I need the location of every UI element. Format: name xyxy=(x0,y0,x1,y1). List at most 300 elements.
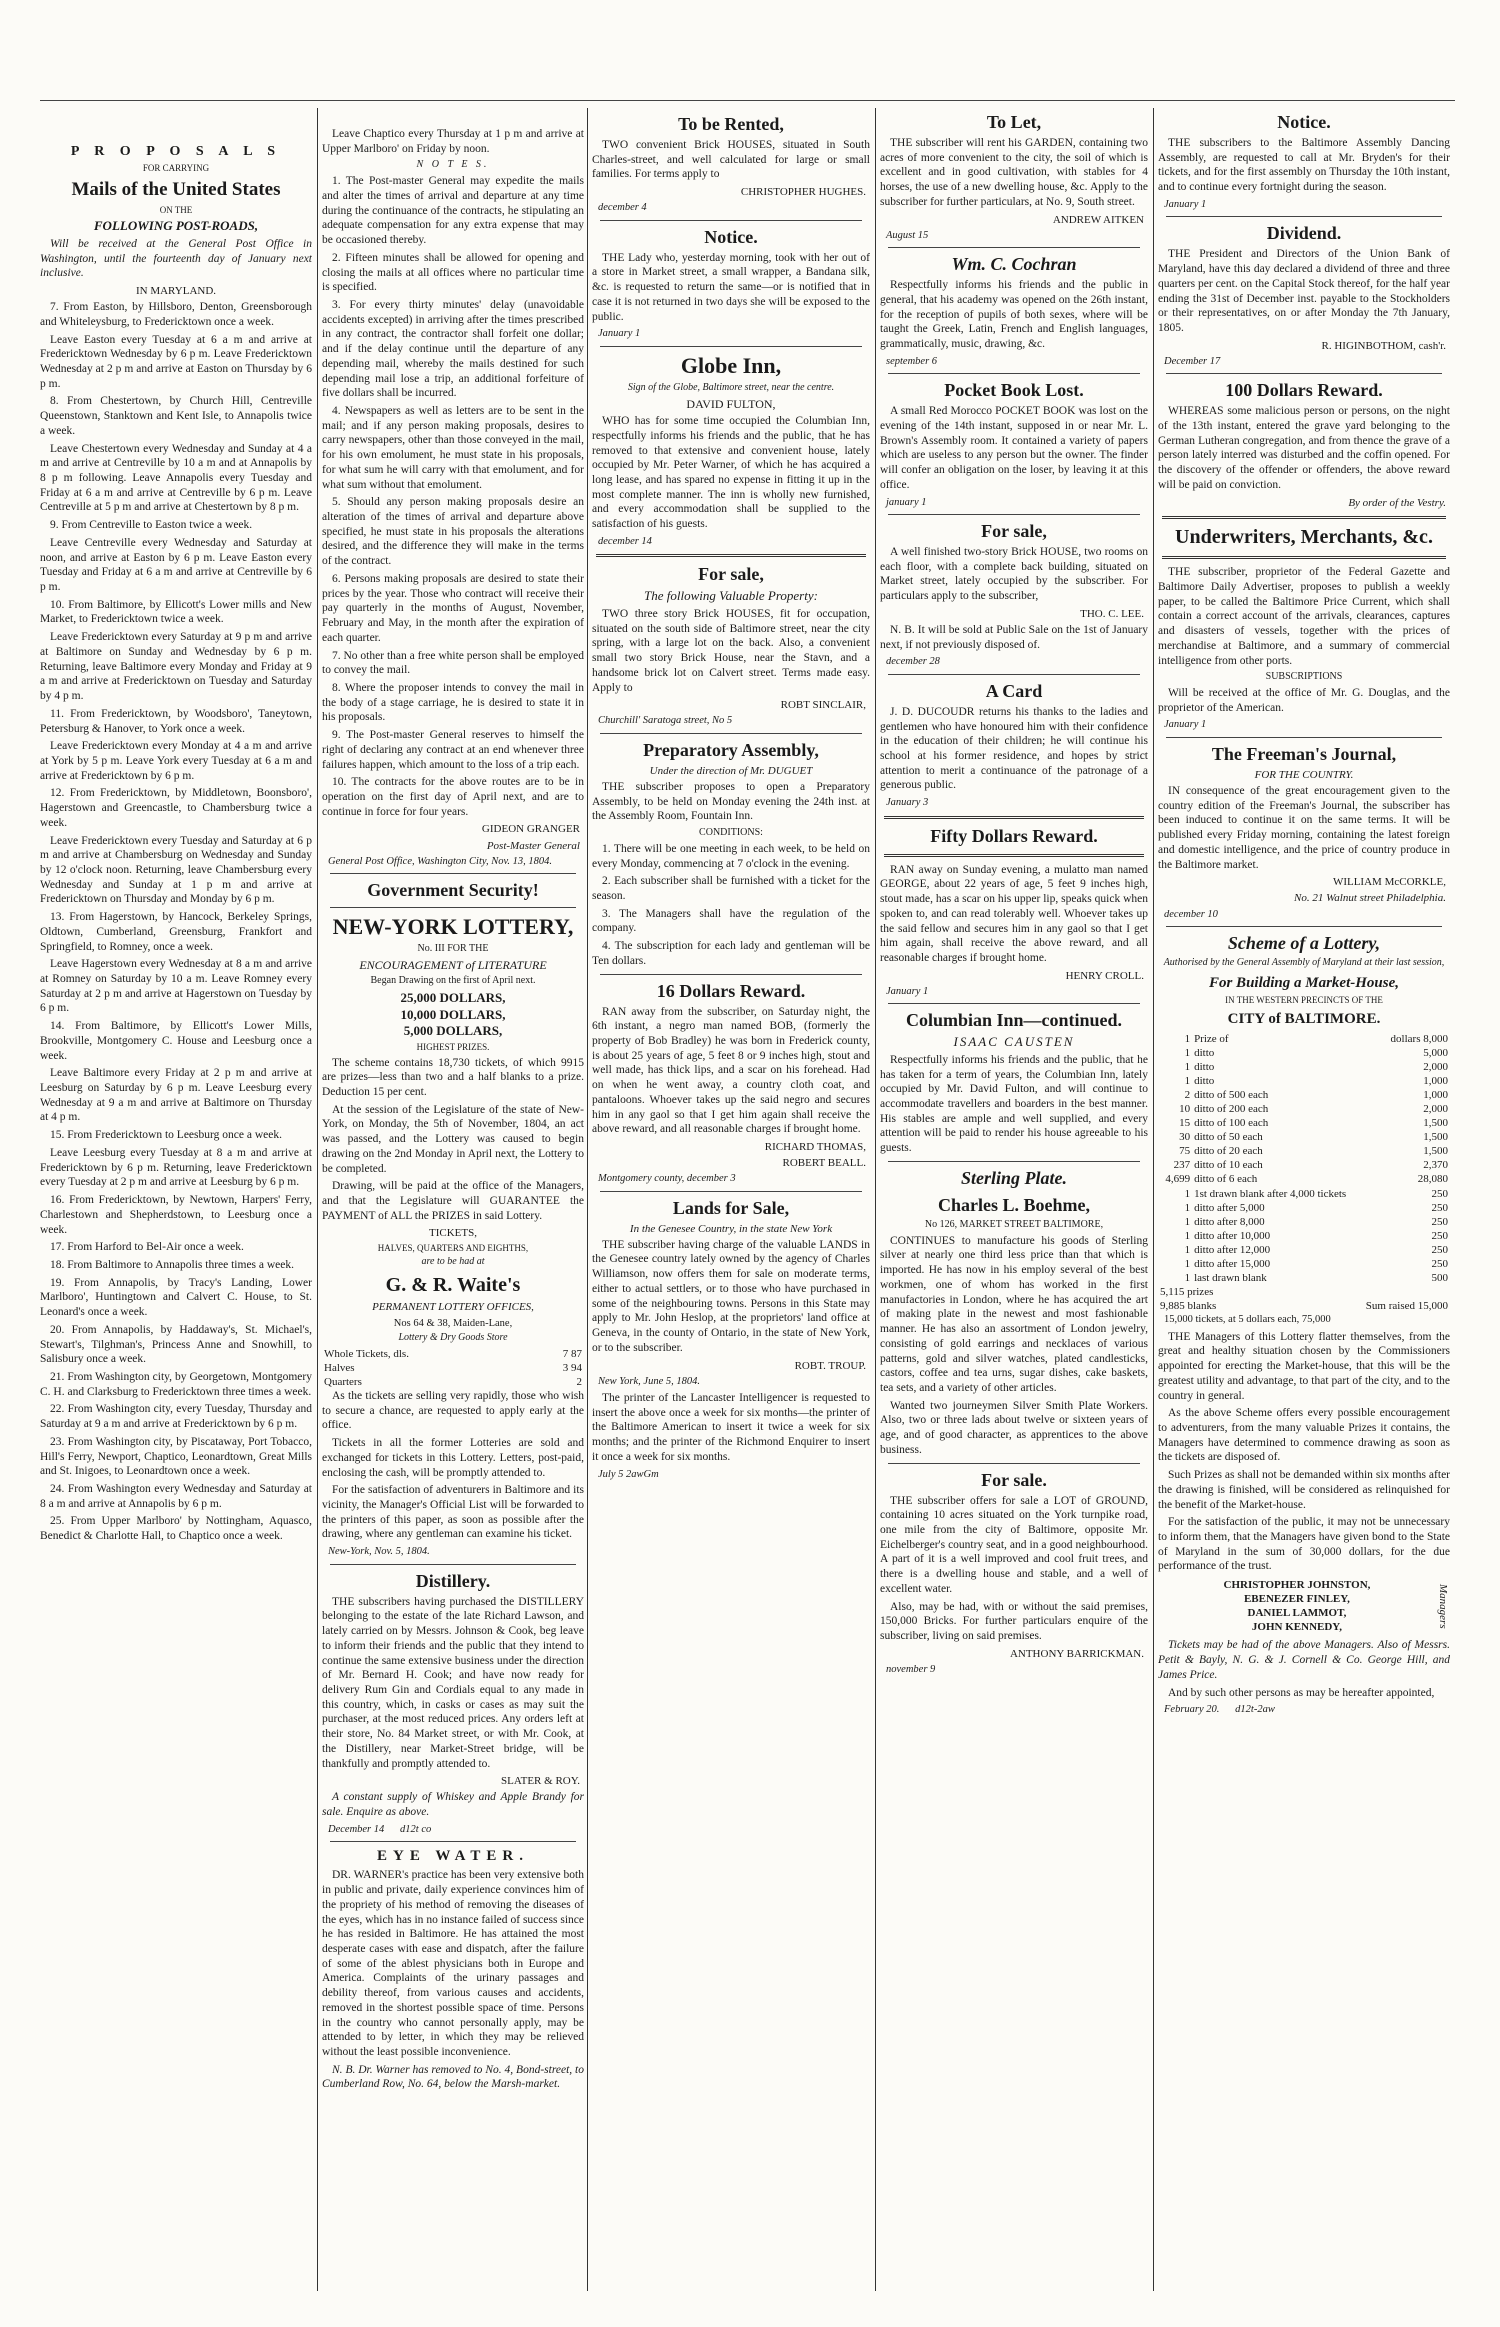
scheme-paragraph: THE Managers of this Lottery flatter themselves, from the great and healthy situation chosen by the Commissioners appointed for erecting the Market-house, that this will be the greatest utility and advantage, to that part of the city, and to the country in general. xyxy=(1158,1330,1450,1402)
route-paragraph: 11. From Fredericktown, by Woodsboro', Taneytown, Petersburg & Hanover, to York once a week. xyxy=(40,707,312,735)
divider xyxy=(330,1564,576,1565)
scheme-tickets: 15,000 tickets, at 5 dollars each, 75,000 xyxy=(1164,1314,1331,1326)
column-4 xyxy=(880,105,1148,2295)
note-paragraph: 9. The Post-master General reserves to himself the right of declaring any contract at an end whenever three failures happen, which amount to the loss of a trip each. xyxy=(322,729,584,771)
condition-item: 4. The subscription for each lady and gentleman will be Ten dollars. xyxy=(592,940,870,967)
scheme-row xyxy=(1158,1158,1450,1172)
lands-sub: In the Genesee Country, in the state New York xyxy=(629,1222,833,1235)
dividend-text: THE President and Directors of the Union Bank of Maryland, have this day declared a dividend of three and three quarters per cent. on the Capital Stock thereof, for the half year ending the 31st of December inst. payable to the Stockholders or their representatives, on or after Monday the 7th January, 1805. xyxy=(1158,248,1450,334)
route-paragraph: 24. From Washington every Wednesday and Saturday at 8 a m and arrive at Annapolis by 6 p m. xyxy=(40,1483,312,1510)
waite-address2: Lottery & Dry Goods Store xyxy=(398,1331,508,1343)
notes-list xyxy=(322,174,584,819)
ny-date: New-York, Nov. 5, 1804. xyxy=(328,1546,430,1558)
scheme-row xyxy=(1158,1172,1450,1186)
subscriptions-heading: SUBSCRIPTIONS xyxy=(1265,671,1343,683)
scheme-count: 237 xyxy=(1173,1159,1191,1172)
route-paragraph: 13. From Hagerstown, by Hancock, Berkeley Springs, Oldtown, Cumberland, Greensburg, Frankfort and Springfield, to Romney, once a week. xyxy=(40,911,312,953)
column-rule xyxy=(875,108,876,2291)
lottery-text xyxy=(322,1056,584,1224)
forsale-text: TWO three story Brick HOUSES, fit for occupation, situated on the south side of Baltimore street, near the city spring, with a large lot on the back. Also, a convenient small two story Brick House, near the Stavn, and a handsome brick lot on Calvert street. Terms made easy. Apply to xyxy=(592,607,870,694)
note-paragraph: 8. Where the proposer intends to convey the mail in the body of a stage carriage, he is desired to state it in his proposals. xyxy=(322,681,584,724)
tickets-sale: are to be had at xyxy=(421,1256,485,1268)
column-5 xyxy=(1158,105,1450,2295)
underwriters-date: January 1 xyxy=(1164,719,1207,731)
scheme-amount: 2,370 xyxy=(1423,1159,1448,1172)
scheme-count: 15 xyxy=(1179,1117,1191,1130)
notice2-date: January 1 xyxy=(1164,198,1207,210)
scheme-label: ditto after 8,000 xyxy=(1194,1215,1265,1228)
divider xyxy=(600,974,862,975)
forsale3-sign: ANTHONY BARRICKMAN. xyxy=(1009,1647,1144,1660)
warner-nb: N. B. Dr. Warner has removed to No. 4, Bond-street, to Cumberland Row, No. 64, below the Marsh-market. xyxy=(322,2063,584,2091)
divider xyxy=(1162,516,1446,519)
note-paragraph: 2. Fifteen minutes shall be allowed for opening and closing the mails at all offices where no particular time is specified. xyxy=(322,251,584,294)
lands-sign: ROBT. TROUP. xyxy=(794,1359,866,1372)
scheme-sale: Tickets may be had of the above Managers. Also of Messrs. Petit & Bayly, N. G. & J. Cornell & Co. George Hill, and James Price. xyxy=(1158,1639,1450,1681)
scheme-text xyxy=(1158,1330,1450,1575)
lands-text: THE subscriber having charge of the valuable LANDS in the Genesee country lately owned by the agency of Charles Williamson, now offers them for sale on moderate terms, either to actual settlers, or to those who have purchased in some of the neighbouring towns. Persons in this State may apply to Mr. John Heslop, at the proprietors' land office at Geneva, in the county of Ontario, in the state of New York, or to the subscriber. xyxy=(592,1238,870,1354)
scheme-amount: 250 xyxy=(1431,1229,1448,1242)
scheme-city: CITY of BALTIMORE. xyxy=(1227,1011,1381,1028)
subscriptions-text: Will be received at the office of Mr. G. Douglas, and the proprietor of the American. xyxy=(1158,687,1450,714)
cochran-date: september 6 xyxy=(886,355,938,367)
reward16-heading: 16 Dollars Reward. xyxy=(656,980,806,1001)
divider xyxy=(1166,926,1442,927)
route-paragraph: 7. From Easton, by Hillsboro, Denton, Greensborough and Whiteleysburg, to Fredericktown once a week. xyxy=(40,301,312,328)
prize-amount: 5,000 DOLLARS, xyxy=(403,1023,503,1039)
scheme-row xyxy=(1158,1187,1450,1201)
divider xyxy=(888,514,1140,515)
scheme-count: 30 xyxy=(1179,1131,1191,1144)
freeman-heading: The Freeman's Journal, xyxy=(1211,743,1397,764)
gpo-signer-title: Post-Master General xyxy=(486,839,580,852)
forsale-heading: For sale, xyxy=(698,564,764,585)
freeman-sub: FOR THE COUNTRY. xyxy=(1254,768,1354,781)
boehme-heading: Charles L. Boehme, xyxy=(938,1194,1090,1215)
sterling-heading: Sterling Plate. xyxy=(960,1167,1067,1188)
lottery-purpose: ENCOURAGEMENT of LITERATURE xyxy=(359,958,547,972)
distillery-text: THE subscribers having purchased the DISTILLERY belonging to the estate of the late Richard Lawson, and lately carried on by Messrs. Johnson & Cook, beg leave to inform their friends and the public that they intend to continue the same extensive business under the direction of Mr. Bernard H. Cook; and have now ready for delivery Rum Gin and Cordials equal to any made in this country, which, in casks or cases as may suit the purchaser, at the most reduced prices. Any orders left at their store, No. 84 Market street, or with Mr. Cook, at the Distillery, near Market-Street bridge, will be thankfully and promptly attended to. xyxy=(322,1595,584,1770)
divider xyxy=(1166,373,1442,374)
route-paragraph: 16. From Fredericktown, by Newtown, Harpers' Ferry, Charlestown and Shepherdstown, to Leesburg once a week. xyxy=(40,1194,312,1236)
divider xyxy=(330,1841,576,1842)
scheme-label: ditto of 10 each xyxy=(1194,1159,1263,1172)
prep-assembly-heading: Preparatory Assembly, xyxy=(643,739,819,760)
scheme-total-prizes: 5,115 prizes xyxy=(1160,1286,1214,1299)
note-paragraph: 4. Newspapers as well as letters are to be sent in the mail; and if any person making proposals, desires to carry newspapers, other than those conveyed in the mail, for his own emolument, he must state in his proposals, for what sum he will carry with that emolument, and for what sum without that emolument. xyxy=(322,405,584,491)
globe-inn-date: december 14 xyxy=(598,535,652,547)
scheme-count: 1 xyxy=(1184,1046,1191,1059)
route-paragraph: 14. From Baltimore, by Ellicott's Lower Mills, Brookville, Montgomery C. House and Leesburg once a week. xyxy=(40,1020,312,1062)
prize-amount: 10,000 DOLLARS, xyxy=(400,1006,506,1022)
forsale2-heading: For sale, xyxy=(981,520,1047,541)
hundred-text: WHEREAS some malicious person or persons, on the night of the 13th instant, entered the grave yard belonging to the German Lutheran congregation, and from thence the grave of a person lately interred was disturbed and the coffin opened. For the discovery of the offender or offenders, the above reward will be paid on conviction. xyxy=(1158,405,1450,491)
scheme-row xyxy=(1158,1144,1450,1158)
columbian-text: Respectfully informs his friends and the public, that he has taken for a term of years, the Columbian Inn, lately occupied by Mr. David Fulton, and will continue to accommodate travellers and boarders in the best manner. His stables are ample and well supplied, and every attention will be paid to render his house agreeable to his guests. xyxy=(880,1053,1148,1155)
scheme-count: 1 xyxy=(1184,1074,1191,1087)
scheme-label: ditto of 500 each xyxy=(1194,1088,1269,1101)
hundred-sign: By order of the Vestry. xyxy=(1348,496,1446,509)
route-paragraph: 21. From Washington city, by Georgetown, Montgomery C. H. and Clarksburg to Fredericktown three times a week. xyxy=(40,1370,312,1398)
route-paragraph: 20. From Annapolis, by Haddaway's, St. Michael's, Stewart's, Tilghman's, Princess Anne and Snowhill, to Salisbury once a week. xyxy=(40,1323,312,1366)
distillery-date: December 14 d12t co xyxy=(328,1823,432,1835)
scheme-purpose: For Building a Market-House, xyxy=(1208,974,1400,991)
route-paragraph: Leave Chestertown every Wednesday and Sunday at 4 a m and arrive at Centreville by 10 a m and at Annapolis by 8 p m following. Leave Annapolis every Tuesday and Friday at 6 a m and arrive at Centreville by 6 p m. Leave Centreville at 5 p m and arrive at Chestertown by 8 p m. xyxy=(40,442,312,514)
condition-item: 3. The Managers shall have the regulation of the company. xyxy=(592,907,870,935)
proposals-heading: P R O P O S A L S xyxy=(70,144,282,159)
scheme-table xyxy=(1158,1032,1450,1285)
distillery-extra: A constant supply of Whiskey and Apple Brandy for sale. Enquire as above. xyxy=(322,1791,584,1819)
gpo-line: General Post Office, Washington City, Nov. 13, 1804. xyxy=(328,855,552,867)
boehme-text: CONTINUES to manufacture his goods of Sterling silver at nearly one third less price than that which is imported. He has now in his employ several of the best workmen, one of whom has worked in the first manufactories in London, where he has acquired the art of making plate in the newest and most fashionable manner. He has also an assortment of London jewelry, consisting of gold earrings and necklaces of various patterns, gold and silver watches, plated candlesticks, castors, coffee and tea urns, sugar dishes, cake baskets, tea sets, and a variety of other articles. xyxy=(880,1234,1148,1394)
scheme-label: Prize of xyxy=(1194,1032,1229,1045)
dividend-sign: R. HIGINBOTHOM, cash'r. xyxy=(1321,339,1446,352)
lottery-act: No. III FOR THE xyxy=(417,943,489,955)
scheme-count: 1 xyxy=(1184,1215,1191,1228)
fifty-text: RAN away on Sunday evening, a mulatto man named GEORGE, about 22 years of age, 5 feet 9 inches high, stout made, has a scar on his upper lip, speaks quick when spoken to, and can read tolerably well. Whoever takes up the said fellow and secures him in any gaol so that I get him again, shall receive the above reward, and all reasonable charges if brought home. xyxy=(880,863,1148,964)
scheme-row xyxy=(1158,1060,1450,1074)
top-rule xyxy=(40,100,1455,101)
forsale2-text: A well finished two-story Brick HOUSE, two rooms on each floor, with a complete back building, situated on Market street, lately occupied by the subscriber. For particulars apply to the subscriber, xyxy=(880,546,1148,603)
lottery-paragraph: At the session of the Legislature of the state of New-York, on Monday, the 5th of November, 1804, an act was passed, and the Lottery was caused to begin drawing on the 2nd Monday in April next, the Lottery to be completed. xyxy=(322,1103,584,1175)
managers-block xyxy=(1158,1578,1450,1634)
lottery-paragraph: For the satisfaction of adventurers in Baltimore and its vicinity, the Manager's Official List will be forwarded to the printers of this paper, as soon as possible after the drawing, where any gentleman can examine his ticket. xyxy=(322,1484,584,1541)
underwriters-text: THE subscriber, proprietor of the Federal Gazette and Baltimore Daily Advertiser, proposes to publish a weekly paper, to be called the Baltimore Price Current, which shall contain a correct account of the arrivals, clearances, captures and disasters of vessels, together with the prices of merchandise at Baltimore, and a summary of commercial intelligence from other ports. xyxy=(1158,566,1450,667)
route-paragraph: 9. From Centreville to Easton twice a week. xyxy=(50,519,253,532)
globe-inn-owner: DAVID FULTON, xyxy=(686,396,776,411)
column-3 xyxy=(592,105,870,2295)
scheme-amount: 2,000 xyxy=(1423,1060,1448,1073)
lands-code: July 5 2awGm xyxy=(598,1468,659,1480)
highest-prizes: HIGHEST PRIZES. xyxy=(416,1042,490,1053)
route-paragraph: 8. From Chestertown, by Church Hill, Centreville Queenstown, Stanktown and Kent Isle, to Annapolis twice a week. xyxy=(40,395,312,437)
note-paragraph: 5. Should any person making proposals desire an alteration of the times of arrival and departure above specified, he must state in his proposals the alterations desired, and the difference they will make in the terms of the contract. xyxy=(322,496,584,568)
scheme-amount: 250 xyxy=(1431,1215,1448,1228)
note-paragraph: 7. No other than a free white person shall be employed to convey the mail. xyxy=(322,649,584,677)
column-2 xyxy=(322,105,584,2295)
scheme-count: 1 xyxy=(1184,1271,1191,1284)
to-let-date: August 15 xyxy=(886,229,929,241)
to-let-heading: To Let, xyxy=(986,112,1042,132)
scheme-row xyxy=(1158,1130,1450,1144)
to-rent-sign: CHRISTOPHER HUGHES. xyxy=(740,186,866,199)
card-text: J. D. DUCOUDR returns his thanks to the ladies and gentlemen who have honoured him with their confidence in the education of their children; he will continue his school at his former residence, and hopes by strict attention to merit a continuance of the patronage of a generous public. xyxy=(880,705,1148,792)
columbian-owner: ISAAC CAUSTEN xyxy=(953,1034,1075,1050)
scheme-row xyxy=(1158,1074,1450,1088)
lands-nb: The printer of the Lancaster Intelligencer is requested to insert the above once a week for six months—the printer of the Baltimore American to insert it twice a week for six months; and the printer of the Richmond Enquirer to insert it once a week for six months. xyxy=(592,1392,870,1463)
warner-text: DR. WARNER's practice has been very extensive both in public and private, daily experience convinces him of the propriety of his method of removing the diseases of the eyes, which has in no instance failed of success since he has resided in Baltimore. He has attained the most desperate cases with ease and dispatch, after the failure of some of the ablest physicians both in Europe and America. Complaints of the urinary passages and debility thereof, from various causes and accidents, removed in the shortest possible space of time. Persons in the country who cannot personally apply, may be attended to by letter, in which they may be relieved without the least possible inconvenience. xyxy=(322,1869,584,2059)
globe-inn-sub: Sign of the Globe, Baltimore street, near the centre. xyxy=(627,381,835,393)
scheme-row xyxy=(1158,1102,1450,1116)
scheme-count: 1 xyxy=(1184,1257,1191,1270)
divider xyxy=(600,733,862,734)
note-paragraph: 3. For every thirty minutes' delay (unavoidable accidents excepted) in arriving after the times prescribed in any contract, the contractor shall forfeit one dollar; and if the delay continue until the departure of any depending mail, whereby the mails destined for such depending mail lose a trip, an additional forfeiture of five dollars shall be incurred. xyxy=(322,298,584,400)
scheme-row xyxy=(1158,1257,1450,1271)
scheme-amount: 250 xyxy=(1431,1243,1448,1256)
divider xyxy=(1166,737,1442,738)
globe-inn-text: WHO has for some time occupied the Columbian Inn, respectfully informs his friends and the public, that he has removed to that extensive and convenient house, lately occupied by Mr. Peter Warner, of which he has acquired a long lease, and has spared no expense in fitting it up in the most complete manner. The inn is wholly new furnished, and every accommodation shall be supplied to the satisfaction of his guests. xyxy=(592,415,870,531)
route-paragraph: 22. From Washington city, every Tuesday, Thursday and Saturday at 9 a m and arrive at Fredericktown by 6 p m. xyxy=(40,1403,312,1431)
route-paragraph: 25. From Upper Marlboro' by Nottingham, Aquasco, Benedict & Charlotte Hall, to Chaptico once a week. xyxy=(40,1515,312,1543)
scheme-count: 1 xyxy=(1184,1243,1191,1256)
reward16-date: Montgomery county, december 3 xyxy=(598,1173,736,1185)
fifty-sign: HENRY CROLL. xyxy=(1065,969,1144,982)
scheme-label: ditto of 200 each xyxy=(1194,1103,1269,1116)
to-rent-heading: To be Rented, xyxy=(678,114,784,134)
dividend-heading: Dividend. xyxy=(1266,223,1342,244)
divider xyxy=(888,1161,1140,1162)
freeman-addr: No. 21 Walnut street Philadelphia. xyxy=(1294,892,1446,905)
cochran-text: Respectfully informs his friends and the public in general, that his academy was opened on the 26th instant, for the reception of pupils of both sexes, where will be taught the Greek, Latin, French and English languages, grammatically, music, drawing, &c. xyxy=(880,279,1148,351)
lottery-paragraph: Drawing, will be paid at the office of the Managers, and that the Legislature will GUARANTEE the PAYMENT of ALL the PRIZES in said Lottery. xyxy=(322,1180,584,1222)
state-label: IN MARYLAND. xyxy=(135,285,217,298)
route-paragraph: 18. From Baltimore to Annapolis three times a week. xyxy=(50,1258,295,1271)
scheme-amount: 1,500 xyxy=(1423,1145,1448,1158)
scheme-amount: 250 xyxy=(1431,1257,1448,1270)
manager-name: JOHN KENNEDY, xyxy=(1251,1621,1342,1634)
ticket-price-table xyxy=(322,1347,584,1389)
scheme-amount: 1,500 xyxy=(1423,1131,1448,1144)
divider xyxy=(888,1463,1140,1464)
ticket-price-row xyxy=(322,1347,584,1361)
ticket-price-row xyxy=(322,1361,584,1375)
route-paragraph: Leave Fredericktown every Tuesday and Saturday at 6 p m and arrive at Chambersburg on Wednesday and Sunday by 12 o'clock noon. Returning, leave Chambersburg every Wednesday and Sunday at 1 p m and arrive at Fredericktown on Thursday and Monday by 6 p m. xyxy=(40,834,312,906)
forsale-sub: The following Valuable Property: xyxy=(644,588,818,604)
tickets-sub: HALVES, QUARTERS AND EIGHTHS, xyxy=(377,1242,529,1253)
route-list xyxy=(40,300,312,1544)
notice-date: January 1 xyxy=(598,328,641,340)
dividend-date: December 17 xyxy=(1164,355,1221,367)
divider xyxy=(330,873,576,874)
forsale3-date: november 9 xyxy=(886,1663,936,1675)
scheme-row xyxy=(1158,1201,1450,1215)
scheme-count: 1 xyxy=(1184,1060,1191,1073)
post-roads: FOLLOWING POST-ROADS, xyxy=(93,218,259,234)
scheme-where: IN THE WESTERN PRECINCTS OF THE xyxy=(1225,994,1383,1005)
mails-title: Mails of the United States xyxy=(71,179,281,201)
gov-security-heading: Government Security! xyxy=(367,880,539,901)
gpo-signer: GIDEON GRANGER xyxy=(481,823,580,836)
forsale-sign: ROBT SINCLAIR, xyxy=(780,699,866,712)
scheme-count: 10 xyxy=(1179,1103,1191,1116)
reward16-sign: RICHARD THOMAS, xyxy=(764,1141,866,1154)
scheme-amount: 250 xyxy=(1431,1187,1448,1200)
ticket-type: Quarters xyxy=(324,1375,362,1388)
waite-firm: G. & R. Waite's xyxy=(385,1273,521,1296)
scheme-row xyxy=(1158,1116,1450,1130)
freeman-text: IN consequence of the great encouragement given to the country edition of the Freeman's Journal, the subscriber has been induced to continue it on the same terms. It will be published every Friday morning, containing the latest foreign and domestic intelligence, and the price of country produce in the Baltimore market. xyxy=(1158,785,1450,871)
scheme-amount: 250 xyxy=(1431,1201,1448,1214)
forsale3-heading: For sale. xyxy=(981,1469,1047,1490)
route-paragraph: Leave Hagerstown every Wednesday at 8 a m and arrive at Romney on Saturday by 10 a m. Leave Romney every Saturday at 2 p m and arrive at Hagerstown on Tuesday by 6 p m. xyxy=(40,958,312,1015)
scheme-amount: 2,000 xyxy=(1423,1103,1448,1116)
forsale3-extra: Also, may be had, with or without the said premises, 150,000 Bricks. For further particulars enquire of the subscriber, living on said premises. xyxy=(880,1600,1148,1643)
scheme-label: 1st drawn blank after 4,000 tickets xyxy=(1194,1187,1347,1200)
scheme-totals xyxy=(1158,1285,1450,1313)
fifty-heading: Fifty Dollars Reward. xyxy=(930,825,1098,846)
route-continued: Leave Chaptico every Thursday at 1 p m and arrive at Upper Marlboro' on Friday by noon. xyxy=(322,128,584,155)
divider xyxy=(1162,556,1446,559)
card-date: January 3 xyxy=(886,797,929,809)
scheme-row xyxy=(1158,1243,1450,1257)
ticket-price: 3 94 xyxy=(562,1361,582,1374)
distillery-sign: SLATER & ROY. xyxy=(501,1775,580,1788)
conditions-list xyxy=(592,842,870,969)
divider xyxy=(888,1003,1140,1004)
on-the: ON THE xyxy=(159,204,193,215)
divider xyxy=(1166,216,1442,217)
manager-name: EBENEZER FINLEY, xyxy=(1243,1593,1350,1606)
divider xyxy=(600,1191,862,1192)
scheme-sub: Authorised by the General Assembly of Maryland at their last session, xyxy=(1163,956,1445,968)
scheme-row xyxy=(1158,1088,1450,1102)
boehme-addr: No 126, MARKET STREET BALTIMORE, xyxy=(924,1218,1104,1230)
pocket-book-text: A small Red Morocco POCKET BOOK was lost on the evening of the 14th instant, supposed in or near Mr. L. Brown's Assembly room. It contained a variety of papers which are useless to any person but the owner. The finder will confer an obligation on the loser, by leaving it at this office. xyxy=(880,405,1148,491)
ticket-type: Halves xyxy=(324,1361,355,1374)
scheme-label: ditto after 10,000 xyxy=(1194,1229,1271,1242)
divider xyxy=(888,674,1140,675)
ticket-price: 2 xyxy=(576,1375,582,1388)
column-rule xyxy=(587,108,588,2291)
divider xyxy=(330,907,576,908)
route-paragraph: 10. From Baltimore, by Ellicott's Lower mills and New Market, to Fredericktown twice a week. xyxy=(40,598,312,626)
scheme-count: 75 xyxy=(1179,1145,1191,1158)
pocket-book-heading: Pocket Book Lost. xyxy=(944,380,1084,401)
reward16-sign2: ROBERT BEALL. xyxy=(782,1157,866,1170)
scheme-row xyxy=(1158,1271,1450,1285)
route-paragraph: Leave Baltimore every Friday at 2 p m and arrive at Leesburg on Saturday by 6 p m. Leave Leesburg every Wednesday at 9 a m and arrive at Baltimore on Thursday at 4 p m. xyxy=(40,1067,312,1124)
underwriters-heading: Underwriters, Merchants, &c. xyxy=(1175,525,1433,548)
lottery-paragraph: The scheme contains 18,730 tickets, of which 9915 are prizes—less than two and a half blanks to a prize. Deduction 15 per cent. xyxy=(322,1056,584,1098)
lottery-more xyxy=(322,1389,584,1542)
fifty-date: January 1 xyxy=(886,985,929,997)
globe-inn-heading: Globe Inn, xyxy=(680,352,782,378)
route-paragraph: Leave Leesburg every Tuesday at 8 a m and arrive at Fredericktown by 6 p m. Returning, leave Fredericktown every Tuesday at 2 p m and arrive at Leesburg by 6 p m. xyxy=(40,1146,312,1189)
managers-label: Managers xyxy=(1437,1584,1449,1629)
reward16-text: RAN away from the subscriber, on Saturday night, the 6th instant, a negro man named BOB, (formerly the property of Bob Bradley) he was born in Frederick county, is about 25 years of age, 5 feet 8 or 9 inches high, stout and well made, has thick lips, and a scar on his forehead. Had on when he went away, a country cloth coat, and pantaloons. Whoever takes up the said negro and secures him in any gaol so that I get him again shall receive the above reward, and all reasonable charges if brought home. xyxy=(592,1005,870,1136)
hundred-heading: 100 Dollars Reward. xyxy=(1225,380,1383,401)
scheme-total-blanks: 9,885 blanks xyxy=(1160,1300,1217,1313)
scheme-row xyxy=(1158,1032,1450,1046)
scheme-count: 1 xyxy=(1184,1201,1191,1214)
scheme-heading: Scheme of a Lottery, xyxy=(1227,932,1381,953)
condition-item: 1. There will be one meeting in each week, to be held on every Monday, commencing at 7 o'clock in the evening. xyxy=(592,842,870,870)
conditions-heading: CONDITIONS: xyxy=(699,827,763,839)
route-paragraph: Leave Centreville every Wednesday and Saturday at noon, and arrive at Easton by 6 p m. Leave Easton every Tuesday and Friday at 6 a m and arrive at Centreville by 6 p m. xyxy=(40,536,312,594)
scheme-label: ditto after 12,000 xyxy=(1194,1243,1271,1256)
divider xyxy=(596,554,866,557)
divider xyxy=(888,247,1140,248)
note-paragraph: 10. The contracts for the above routes are to be in operation on the first day of April next, and are to continue in force for four years. xyxy=(322,776,584,818)
manager-name: CHRISTOPHER JOHNSTON, xyxy=(1223,1579,1371,1592)
notes-heading: N O T E S. xyxy=(416,159,490,171)
card-heading: A Card xyxy=(985,680,1043,701)
for-carrying: FOR CARRYING xyxy=(142,162,210,173)
scheme-row xyxy=(1158,1215,1450,1229)
lands-heading: Lands for Sale, xyxy=(672,1197,790,1218)
scheme-label: ditto of 6 each xyxy=(1194,1173,1258,1186)
divider xyxy=(888,373,1140,374)
scheme-amount: 500 xyxy=(1431,1271,1448,1284)
scheme-amount: 28,080 xyxy=(1417,1173,1448,1186)
divider xyxy=(600,220,862,221)
scheme-paragraph: For the satisfaction of the public, it may not be unnecessary to inform them, that the Managers have given bond to the State of Maryland in the sum of 30,000 dollars, for the due performance of the trust. xyxy=(1158,1516,1450,1573)
freeman-sign: WILLIAM McCORKLE, xyxy=(1332,876,1446,889)
scheme-date: February 20. d12t-2aw xyxy=(1164,1704,1275,1716)
scheme-count: 1 xyxy=(1184,1229,1191,1242)
waite-office: PERMANENT LOTTERY OFFICES, xyxy=(372,1301,534,1314)
note-paragraph: 1. The Post-master General may expedite the mails and alter the times of arrival and departure at any time during the continuance of the contracts, he stipulating an adequate compensation for any extra expense that may be occasioned thereby. xyxy=(322,175,584,247)
tickets-head: TICKETS, xyxy=(429,1227,477,1240)
forsale2-sign: THO. C. LEE. xyxy=(1080,607,1144,620)
scheme-amount: 5,000 xyxy=(1423,1046,1448,1059)
prep-assembly-sub: Under the direction of Mr. DUGUET xyxy=(649,764,813,777)
prize-list xyxy=(322,990,584,1040)
scheme-label: ditto after 5,000 xyxy=(1194,1201,1265,1214)
lottery-paragraph: As the tickets are selling very rapidly, those who wish to secure a chance, are requested to apply early at the office. xyxy=(322,1389,584,1432)
scheme-paragraph: As the above Scheme offers every possible encouragement to adventurers, from the many valuable Prizes it contains, the Managers have determined to commence drawing as soon as the tickets are disposed of. xyxy=(1158,1407,1450,1464)
route-paragraph: 19. From Annapolis, by Tracy's Landing, Lower Marlboro', Huntingtown and Calvert C. House, to St. Leonard's once a week. xyxy=(40,1276,312,1319)
divider xyxy=(884,854,1144,857)
route-paragraph: 23. From Washington city, by Piscataway, Port Tobacco, Hill's Ferry, Newport, Chaptico, Leonardtown, Great Mills and St. Inigoes, to Leonardtown once a week. xyxy=(40,1435,312,1478)
column-rule xyxy=(317,108,318,2291)
forsale3-text: THE subscriber offers for sale a LOT of GROUND, containing 10 acres situated on the York turnpike road, one mile from the city of Baltimore, opposite Mr. Eichelberger's country seat, and in a good neighbourhood. A part of it is a well improved and cool fruit trees, and there is a dwelling house and stable, and a well of excellent water. xyxy=(880,1494,1148,1595)
scheme-label: last drawn blank xyxy=(1194,1271,1267,1284)
distillery-heading: Distillery. xyxy=(415,1570,491,1591)
scheme-row xyxy=(1158,1046,1450,1060)
condition-item: 2. Each subscriber shall be furnished with a ticket for the season. xyxy=(592,875,870,902)
scheme-label: ditto xyxy=(1194,1060,1215,1073)
lottery-begins: Began Drawing on the first of April next. xyxy=(370,975,536,987)
manager-name: DANIEL LAMMOT, xyxy=(1247,1607,1347,1620)
scheme-end: And by such other persons as may be hereafter appointed, xyxy=(1168,1686,1435,1699)
lands-date: New York, June 5, 1804. xyxy=(598,1375,700,1387)
managers-list xyxy=(1158,1578,1436,1634)
eye-water-heading: EYE WATER. xyxy=(377,1848,529,1865)
scheme-amount: 1,500 xyxy=(1423,1117,1448,1130)
note-paragraph: 6. Persons making proposals are desired to state their prices by the year. Those who contract will receive their pay quarterly in the months of August, November, February and May, in the month after the expiration of each quarter. xyxy=(322,572,584,644)
scheme-label: ditto after 15,000 xyxy=(1194,1257,1271,1270)
columbian-heading: Columbian Inn—continued. xyxy=(905,1010,1123,1031)
notice-text: THE Lady who, yesterday morning, took with her out of a store in Market street, a small wrapper, a Bandana silk, &c. is requested to return the same—or is notified that in case it is not returned in two days she will be exposed to the public. xyxy=(592,251,870,323)
notice-heading: Notice. xyxy=(704,226,758,247)
ticket-price-row xyxy=(322,1375,584,1389)
column-rule xyxy=(1153,108,1154,2291)
column-1 xyxy=(40,105,312,2295)
boehme-wanted: Wanted two journeymen Silver Smith Plate Workers. Also, two or three lads about twelve or sixteen years of age, and of good character, as apprentices to the above business. xyxy=(880,1399,1148,1456)
route-paragraph: Leave Easton every Tuesday at 6 a m and arrive at Fredericktown Wednesday by 6 p m. Leave Fredericktown Wednesday at 2 p m and arrive at Easton on Thursday by 6 p m. xyxy=(40,333,312,390)
scheme-total-sum: Sum raised 15,000 xyxy=(1365,1300,1448,1313)
scheme-amount: 1,000 xyxy=(1423,1074,1448,1087)
route-paragraph: Leave Fredericktown every Saturday at 9 p m and arrive at Baltimore on Sunday and Wednesday by 6 p m. Returning, leave Baltimore every Monday and Friday at 9 a m and arrive at Fredericktown on Tuesday and Saturday by 4 p m. xyxy=(40,631,312,703)
freeman-date: december 10 xyxy=(1164,908,1218,920)
to-rent-date: december 4 xyxy=(598,202,647,214)
waite-address: Nos 64 & 38, Maiden-Lane, xyxy=(393,1317,513,1329)
forsale-addr: Churchill' Saratoga street, No 5 xyxy=(598,715,733,727)
cochran-heading: Wm. C. Cochran xyxy=(951,254,1077,275)
forsale2-nb: N. B. It will be sold at Public Sale on the 1st of January next, if not previously disposed of. xyxy=(880,623,1148,651)
divider xyxy=(884,816,1144,819)
route-paragraph: 17. From Harford to Bel-Air once a week. xyxy=(50,1241,244,1254)
scheme-label: ditto xyxy=(1194,1074,1215,1087)
forsale2-date: december 28 xyxy=(886,656,940,668)
lottery-paragraph: Tickets in all the former Lotteries are sold and exchanged for tickets in this Lottery. Letters, post-paid, enclosing the cash, will be promptly attended to. xyxy=(322,1437,584,1479)
prize-amount: 25,000 DOLLARS, xyxy=(400,990,506,1006)
scheme-row xyxy=(1158,1229,1450,1243)
scheme-paragraph: Such Prizes as shall not be demanded within six months after the drawing is finished, will be considered as relinquished for the benefit of the Market-house. xyxy=(1158,1469,1450,1511)
scheme-amount: 1,000 xyxy=(1423,1088,1448,1101)
lottery-title: NEW-YORK LOTTERY, xyxy=(332,914,574,940)
